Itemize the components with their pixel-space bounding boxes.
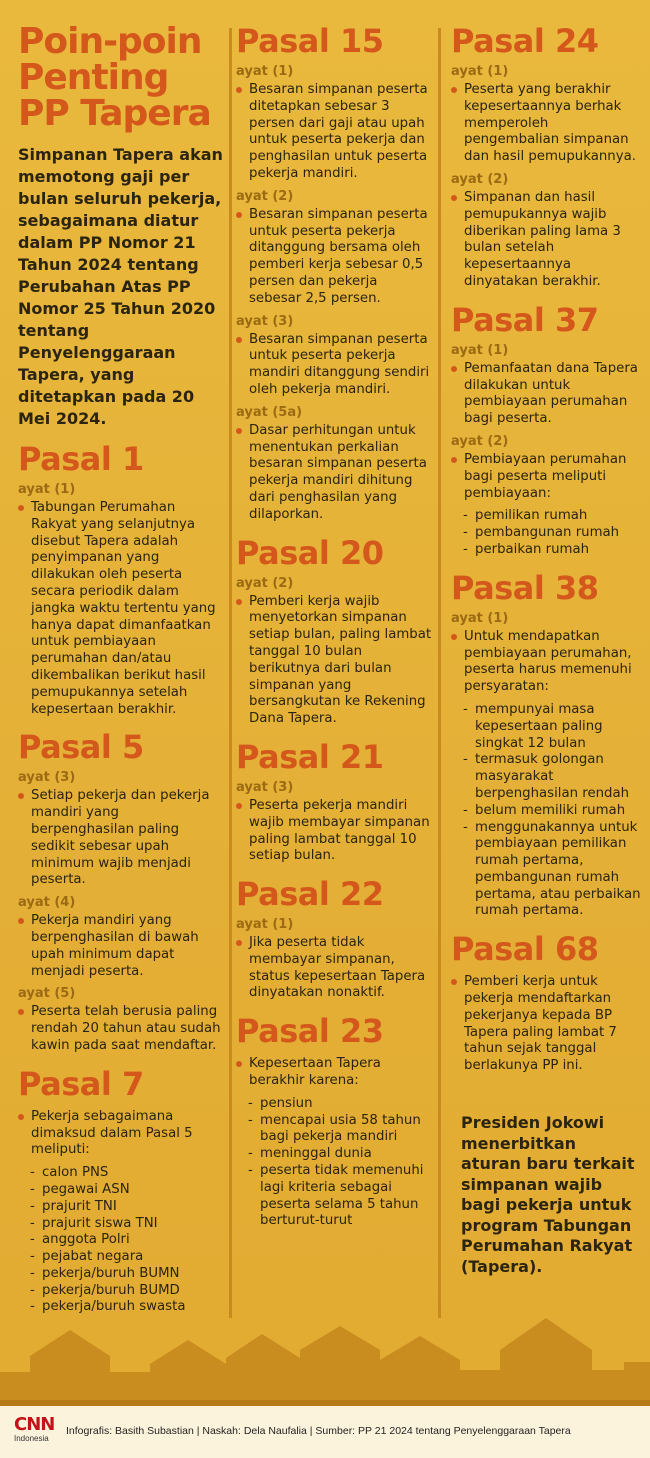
sub-list-item [18,1283,223,1300]
dash-icon: - [30,1181,35,1197]
bullet-item [451,629,641,696]
bullet-item [236,798,432,865]
bullet-text: Besaran simpanan peserta untuk peserta pekerja mandiri ditanggung sendiri oleh pekerja mandiri. [249,331,430,397]
pasal-heading: Pasal 23 [236,1012,384,1051]
sub-list [18,1165,223,1316]
sub-item-text: pensiun [260,1095,313,1111]
bullet-item [451,361,641,428]
bullet-text: Pekerja mandiri yang berpenghasilan di bawah upah minimum dapat menjadi peserta. [31,913,199,979]
dash-icon: - [463,508,468,524]
bullet-item [451,452,641,502]
bullet-dot-icon [18,1009,24,1015]
sub-item-text: pekerja/buruh swasta [42,1299,186,1315]
column-left [18,21,223,1316]
dash-icon: - [463,802,468,818]
sub-list-item [18,1232,223,1249]
bullet-dot-icon [236,428,242,434]
bullet-dot-icon [236,337,242,343]
cnn-logo-text: CNN [14,1414,55,1435]
pasal-section [18,730,223,1054]
sub-item-text: menggunakannya untuk pembiayaan pemilikan rumah pertama, pembangunan rumah pertama, atau perbaikan rumah pertama. [475,819,641,919]
bullet-text: Jika peserta tidak membayar simpanan, status kepesertaan Tapera dinyatakan nonaktif. [249,935,426,1001]
bullet-item [236,207,432,308]
bullet-item [236,594,432,728]
bullet-item [236,82,432,183]
bullet-dot-icon [451,195,457,201]
pasal-heading: Pasal 24 [451,22,599,60]
bullet-item [18,1004,223,1054]
pasal-section [236,24,432,524]
pasal-heading: Pasal 22 [236,875,384,914]
title-line: Poin-poin [18,21,202,62]
bullet-text: Pemberi kerja untuk pekerja mendaftarkan pekerjanya kepada BP Tapera paling lambat 7 tahun sejak tanggal berlakunya PP ini. [464,974,617,1074]
bullet-item [236,423,432,524]
pasal-section [236,737,432,865]
bullet-dot-icon [236,1061,242,1067]
bullet-dot-icon [18,793,24,799]
dash-icon: - [30,1232,35,1248]
pasal-section [236,533,432,728]
ayat-label: ayat (1) [236,64,294,79]
pasal-heading: Pasal 68 [451,930,599,969]
sub-item-text: perbaikan rumah [475,541,590,557]
dash-icon: - [463,525,468,541]
pasal-section [236,1014,432,1230]
sub-item-text: pembangunan rumah [475,525,620,541]
bullet-dot-icon [18,505,24,511]
title-line: PP Tapera [18,93,211,134]
pasal-list-middle [236,24,432,1230]
intro-text: Simpanan Tapera akan memotong gaji per bulan seluruh pekerja, sebagaimana diatur dalam PP Nomor 21 Tahun 2024 tentang Perubahan Atas PP Nomor 25 Tahun 2020 tentang Penyelenggaraan Tapera, yang ditetapkan pada 20 Mei 2024. [18,145,223,428]
dash-icon: - [30,1265,35,1281]
sub-item-text: mencapai usia 58 tahun bagi pekerja mandiri [260,1112,421,1145]
sub-item-text: pemilikan rumah [475,508,588,524]
bullet-item [451,974,641,1075]
ayat-label: ayat (3) [236,779,294,795]
sub-list-item [18,1216,223,1233]
bullet-dot-icon [18,1114,24,1120]
ayat-label: ayat (1) [451,64,509,79]
ayat-label: ayat (1) [451,342,509,358]
cnn-logo [14,1416,54,1443]
dash-icon: - [30,1299,35,1315]
closing-text: Presiden Jokowi menerbitkan aturan baru terkait simpanan wajib bagi pekerja untuk program Tabungan Perumahan Rakyat (Tapera). [461,1113,635,1276]
bullet-item [451,82,641,166]
ayat-label: ayat (4) [18,895,76,911]
ayat-label: ayat (2) [236,575,294,591]
sub-item-text: belum memiliki rumah [475,802,626,818]
bullet-item [18,788,223,889]
bullet-text: Setiap pekerja dan pekerja mandiri yang berpenghasilan paling sedikit sebesar upah minimum wajib menjadi peserta. [31,788,210,888]
pasal-heading: Pasal 5 [18,728,144,767]
dash-icon: - [248,1112,253,1128]
houses-silhouette [0,1300,650,1408]
dash-icon: - [30,1282,35,1298]
pasal-heading: Pasal 37 [451,300,599,339]
ayat-label: ayat (1) [18,482,76,497]
sub-list-item [236,1146,432,1163]
sub-list-item [451,752,641,802]
sub-list-item [451,525,641,542]
bullet-dot-icon [236,599,242,605]
sub-list [236,1096,432,1230]
bullet-dot-icon [18,918,24,924]
ayat-label: ayat (5a) [236,404,303,420]
dash-icon: - [248,1095,253,1111]
sub-item-text: pegawai ASN [42,1181,130,1197]
bullet-item [236,1056,432,1090]
dash-icon: - [248,1146,253,1162]
pasal-section [451,300,641,559]
bullet-dot-icon [236,87,242,93]
main-title [18,21,223,134]
bullet-dot-icon [236,940,242,946]
pasal-heading: Pasal 21 [236,737,384,776]
pasal-section [18,442,223,718]
bullet-item [18,913,223,980]
sub-list-item [451,803,641,820]
pasal-section [236,877,432,1002]
ayat-label: ayat (2) [236,188,294,204]
pasal-section [451,24,641,291]
dash-icon: - [30,1215,35,1231]
bullet-dot-icon [451,979,457,985]
bullet-text: Simpanan dan hasil pemupukannya wajib diberikan paling lama 3 bulan setelah kepesertaannya dinyatakan berakhir. [464,189,621,289]
pasal-heading: Pasal 38 [451,568,599,607]
sub-list [451,508,641,558]
sub-list-item [18,1266,223,1283]
pasal-heading: Pasal 15 [236,22,384,60]
ayat-label: ayat (3) [236,313,294,329]
column-divider-right [438,28,441,1318]
sub-item-text: pejabat negara [42,1249,144,1265]
bullet-dot-icon [451,634,457,640]
ayat-label: ayat (3) [18,770,76,786]
dash-icon: - [30,1249,35,1265]
pasal-heading: Pasal 1 [18,440,144,478]
sub-list-item [451,820,641,921]
dash-icon: - [463,819,468,835]
bullet-dot-icon [236,212,242,218]
footer-credits: Infografis: Basith Subastian | Naskah: Dela Naufalia | Sumber: PP 21 2024 tentang Penyelenggaraan Tapera [66,1425,571,1437]
bullet-dot-icon [451,366,457,372]
bullet-text: Pembiayaan perumahan bagi peserta meliputi pembiayaan: [464,451,627,501]
pasal-heading: Pasal 7 [18,1064,144,1103]
pasal-heading: Pasal 20 [236,533,384,572]
sub-list-item [18,1199,223,1216]
bullet-text: Pemanfaatan dana Tapera dilakukan untuk pembiayaan perumahan bagi peserta. [464,360,638,427]
bullet-text: Besaran simpanan peserta ditetapkan sebesar 3 persen dari gaji atau upah untuk peserta pekerja dan penghasilan untuk peserta pekerja mandiri. [249,82,428,181]
bullet-text: Dasar perhitungan untuk menentukan perkalian besaran simpanan peserta pekerja mandiri dihitung dari penghasilan yang dilaporkan. [249,422,427,522]
bullet-item [236,332,432,399]
bullet-text: Pekerja sebagaimana dimaksud dalam Pasal 5 meliputi: [31,1108,193,1158]
column-middle [236,24,432,1230]
bullet-item [18,500,223,718]
sub-list-item [451,542,641,559]
dash-icon: - [30,1165,35,1181]
ayat-label: ayat (1) [236,917,294,933]
bullet-item [18,1109,223,1159]
sub-list-item [451,508,641,525]
sub-item-text: meninggal dunia [260,1146,372,1162]
bullet-item [451,190,641,291]
pasal-section [18,1064,223,1317]
sub-list-item [236,1096,432,1113]
sub-item-text: peserta tidak memenuhi lagi kriteria sebagai peserta selama 5 tahun berturut-turut [260,1163,424,1229]
pasal-section [451,568,641,921]
column-right [451,24,641,1277]
bullet-text: Pemberi kerja wajib menyetorkan simpanan setiap bulan, paling lambat tanggal 10 bulan berikutnya dari bulan simpanan yang bersangkutan ke Rekening Dana Tapera. [249,593,432,727]
pasal-list-right [451,24,641,1075]
dash-icon: - [463,752,468,768]
pasal-list-left [18,442,223,1316]
sub-list-item [18,1249,223,1266]
footer-bar [0,1406,650,1458]
pasal-section [451,932,641,1075]
bullet-dot-icon [451,457,457,463]
cnn-logo-subtitle: Indonesia [14,1434,49,1443]
bullet-text: Untuk mendapatkan pembiayaan perumahan, peserta harus memenuhi persyaratan: [464,628,632,695]
sub-item-text: prajurit TNI [42,1198,117,1214]
bullet-text: Tabungan Perumahan Rakyat yang selanjutnya disebut Tapera adalah penyimpanan yang dilakukan oleh peserta secara periodik dalam jangka waktu tertentu yang hanya dapat dimanfaatkan untuk pembiayaan perumahan dan/atau dikembalikan berikut hasil pemupukannya setelah kepesertaan berakhir. [31,500,216,717]
sub-item-text: mempunyai masa kepesertaan paling singkat 12 bulan [475,701,603,751]
bullet-text: Besaran simpanan peserta untuk peserta pekerja ditanggung bersama oleh pemberi kerja sebesar 0,5 persen dan pekerja sebesar 2,5 persen. [249,206,428,306]
sub-item-text: calon PNS [42,1165,109,1181]
ayat-label: ayat (1) [451,610,509,626]
bullet-text: Peserta yang berakhir kepesertaannya berhak memperoleh pengembalian simpanan dan hasil pemupukannya. [464,82,636,165]
dash-icon: - [30,1198,35,1214]
ayat-label: ayat (5) [18,986,76,1002]
column-divider-left [229,28,232,1318]
sub-list-item [451,702,641,752]
sub-item-text: anggota Polri [42,1232,130,1248]
sub-item-text: termasuk golongan masyarakat berpenghasilan rendah [475,752,630,801]
sub-item-text: pekerja/buruh BUMN [42,1265,180,1281]
bullet-text: Peserta pekerja mandiri wajib membayar simpanan paling lambat tanggal 10 setiap bulan. [249,797,430,864]
sub-list-item [18,1182,223,1199]
bullet-text: Kepesertaan Tapera berakhir karena: [249,1056,381,1089]
bullet-dot-icon [236,803,242,809]
dash-icon: - [463,541,468,557]
bullet-text: Peserta telah berusia paling rendah 20 tahun atau sudah kawin pada saat mendaftar. [31,1004,221,1053]
bullet-dot-icon [451,87,457,93]
sub-item-text: pekerja/buruh BUMD [42,1282,180,1298]
sub-list-item [18,1165,223,1182]
dash-icon: - [463,701,468,717]
ayat-label: ayat (2) [451,171,509,187]
sub-list-item [236,1163,432,1230]
bullet-item [236,935,432,1002]
sub-list [451,702,641,920]
dash-icon: - [248,1163,253,1179]
ayat-label: ayat (2) [451,433,509,449]
title-line: Penting [18,57,169,98]
sub-list-item [236,1113,432,1147]
sub-item-text: prajurit siswa TNI [42,1215,158,1231]
